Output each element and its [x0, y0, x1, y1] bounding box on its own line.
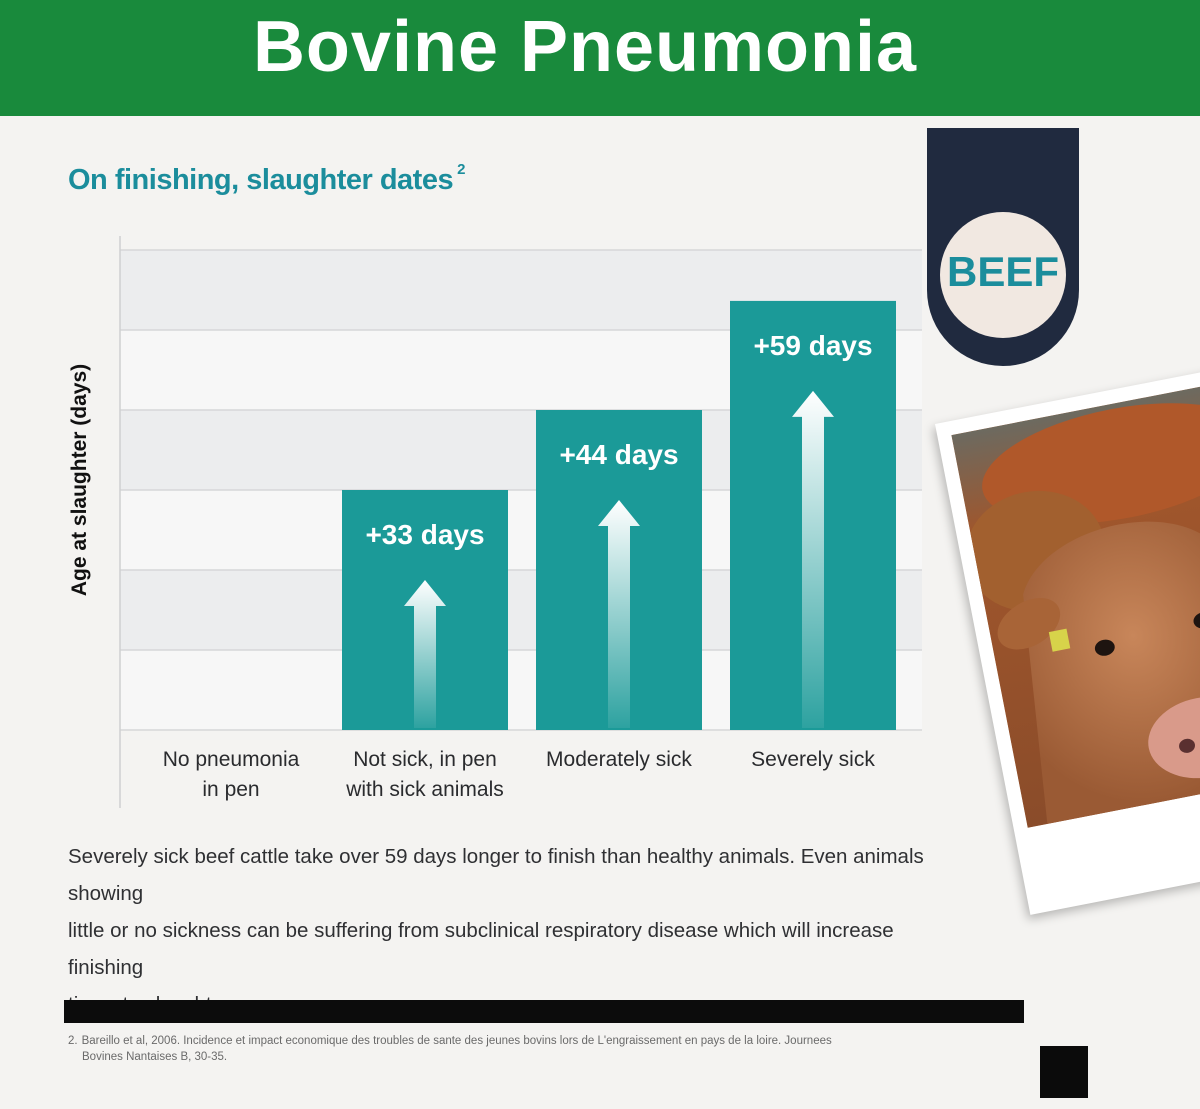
x-tick-label: Not sick, in pen [353, 748, 497, 771]
category-badge [940, 212, 1066, 338]
bar-data-label: +59 days [753, 329, 873, 361]
chart-subtitle [68, 161, 465, 197]
category-tab [927, 128, 1079, 366]
x-tick-label: Moderately sick [546, 748, 692, 771]
bar-chart [0, 220, 930, 820]
footnote-reference: 2 [457, 161, 465, 179]
footnote-line: Bovines Nantaises B, 30-35. [82, 1051, 228, 1063]
caption-line: little or no sickness can be suffering from subclinical respiratory disease which will increase finishing [68, 919, 894, 979]
page-marker [1040, 1046, 1088, 1098]
x-tick-label: Severely sick [751, 748, 875, 771]
chart-subtitle-text: On finishing, slaughter dates [68, 164, 454, 196]
bar-data-label: +44 days [559, 439, 679, 470]
cattle-photo-image [951, 385, 1200, 828]
x-tick-label: No pneumonia [162, 748, 300, 771]
footnote-number: 2. [68, 1035, 78, 1047]
chart-caption [68, 838, 968, 1023]
cow-illustration [951, 385, 1200, 828]
footer-rule [64, 1000, 1024, 1023]
x-tick-label: in pen [202, 778, 260, 801]
bar-data-label: +33 days [365, 519, 485, 550]
y-axis-label: Age at slaughter (days) [68, 363, 91, 597]
cattle-photo [935, 369, 1200, 915]
caption-line: Severely sick beef cattle take over 59 days longer to finish than healthy animals. Even animals showing [68, 845, 924, 905]
page-title: Bovine Pneumonia [252, 7, 918, 87]
x-tick-labels [163, 748, 876, 801]
footnote [68, 1033, 998, 1065]
category-badge-label: BEEF [946, 248, 1059, 295]
x-tick-label: with sick animals [346, 778, 504, 801]
title-banner [0, 0, 1200, 116]
footnote-line: Bareillo et al, 2006. Incidence et impact economique des troubles de sante des jeunes bovins lors de L'engraissement en pays de la loire. Journees [81, 1035, 832, 1047]
